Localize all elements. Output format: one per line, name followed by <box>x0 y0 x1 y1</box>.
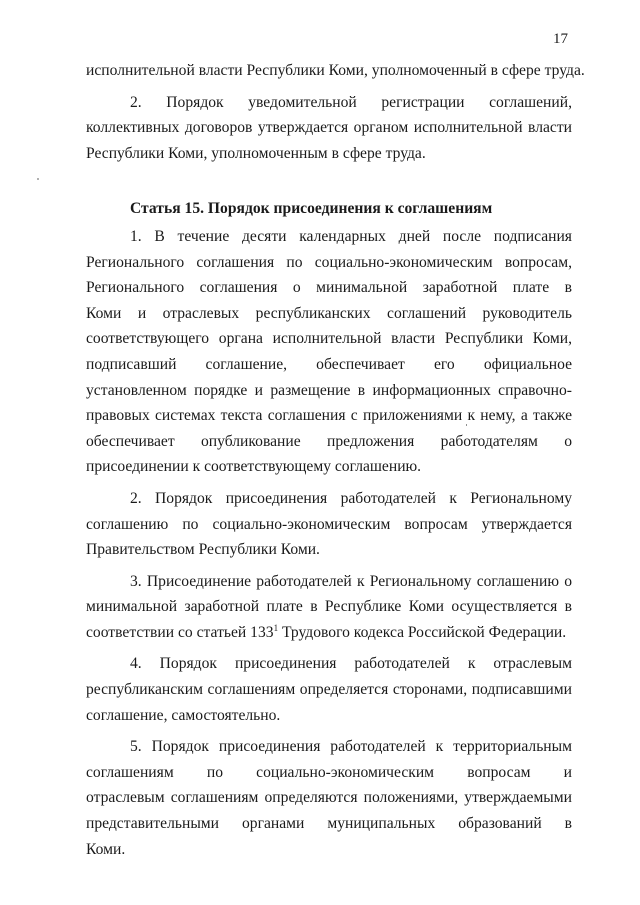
text-line: установленном порядке и размещение в информационных справочно- <box>86 381 572 399</box>
text-line: 5. Порядок присоединения работодателей к территориальным <box>130 738 572 756</box>
text-line: Коми и отраслевых республиканских соглашений руководитель <box>86 304 572 322</box>
paragraph <box>86 90 572 167</box>
paragraph <box>86 734 572 862</box>
text-line: республиканским соглашениям определяется сторонами, подписавшими <box>86 681 572 699</box>
text-line: соглашению по социально-экономическим вопросам утверждается <box>86 515 572 533</box>
text-line: Республики Коми, уполномоченным в сфере труда. <box>86 144 426 162</box>
scan-artifact <box>37 178 39 180</box>
text-line <box>86 620 572 646</box>
text-line: правовых системах текста соглашения с приложениями к нему, а также <box>86 407 572 425</box>
text-line: Регионального соглашения по социально-экономическим вопросам, <box>86 253 572 271</box>
paragraph <box>86 486 572 563</box>
text-line: обеспечивает опубликование предложения работодателям о <box>86 432 572 450</box>
text-line: 4. Порядок присоединения работодателей к отраслевым <box>130 655 572 673</box>
text-line: Правительством Республики Коми. <box>86 541 320 559</box>
text-line: 2. Порядок уведомительной регистрации соглашений, <box>130 93 572 111</box>
paragraph <box>86 651 572 728</box>
text-line: 1. В течение десяти календарных дней после подписания <box>130 227 572 245</box>
text-line: отраслевым соглашениям определяются положениями, утверждаемыми <box>86 789 572 807</box>
text-fragment: соответствии со статьей 133 <box>86 623 274 641</box>
text-line: представительными органами муниципальных образований в <box>86 815 572 833</box>
superscript: 1 <box>273 622 279 633</box>
text-line: 2. Порядок присоединения работодателей к Региональному <box>130 489 572 507</box>
text-fragment: Трудового кодекса Российской Федерации. <box>278 623 567 641</box>
text-line: исполнительной власти Республики Коми, уполномоченный в сфере труда. <box>86 62 585 79</box>
text-line: соответствующего органа исполнительной власти Республики Коми, <box>86 330 572 348</box>
text-line: 3. Присоединение работодателей к Региональному соглашению о <box>130 572 572 590</box>
text-line: соглашениям по социально-экономическим вопросам и <box>86 763 572 781</box>
page-number: 17 <box>553 31 568 47</box>
article-heading: Статья 15. Порядок присоединения к соглашениям <box>130 200 493 218</box>
paragraph <box>86 569 572 646</box>
text-line: соглашение, самостоятельно. <box>86 706 281 724</box>
text-line: коллективных договоров утверждается органом исполнительной власти <box>86 119 572 137</box>
paragraph <box>86 224 572 480</box>
paragraph <box>86 58 585 84</box>
text-line: подписавший соглашение, обеспечивает его официальное <box>86 355 572 373</box>
text-line: минимальной заработной плате в Республике Коми осуществляется в <box>86 598 572 616</box>
text-line: присоединении к соответствующему соглашению. <box>86 458 422 476</box>
text-line: Коми. <box>86 840 126 858</box>
document-body <box>86 58 585 862</box>
text-line: Регионального соглашения о минимальной заработной плате в <box>86 279 572 297</box>
